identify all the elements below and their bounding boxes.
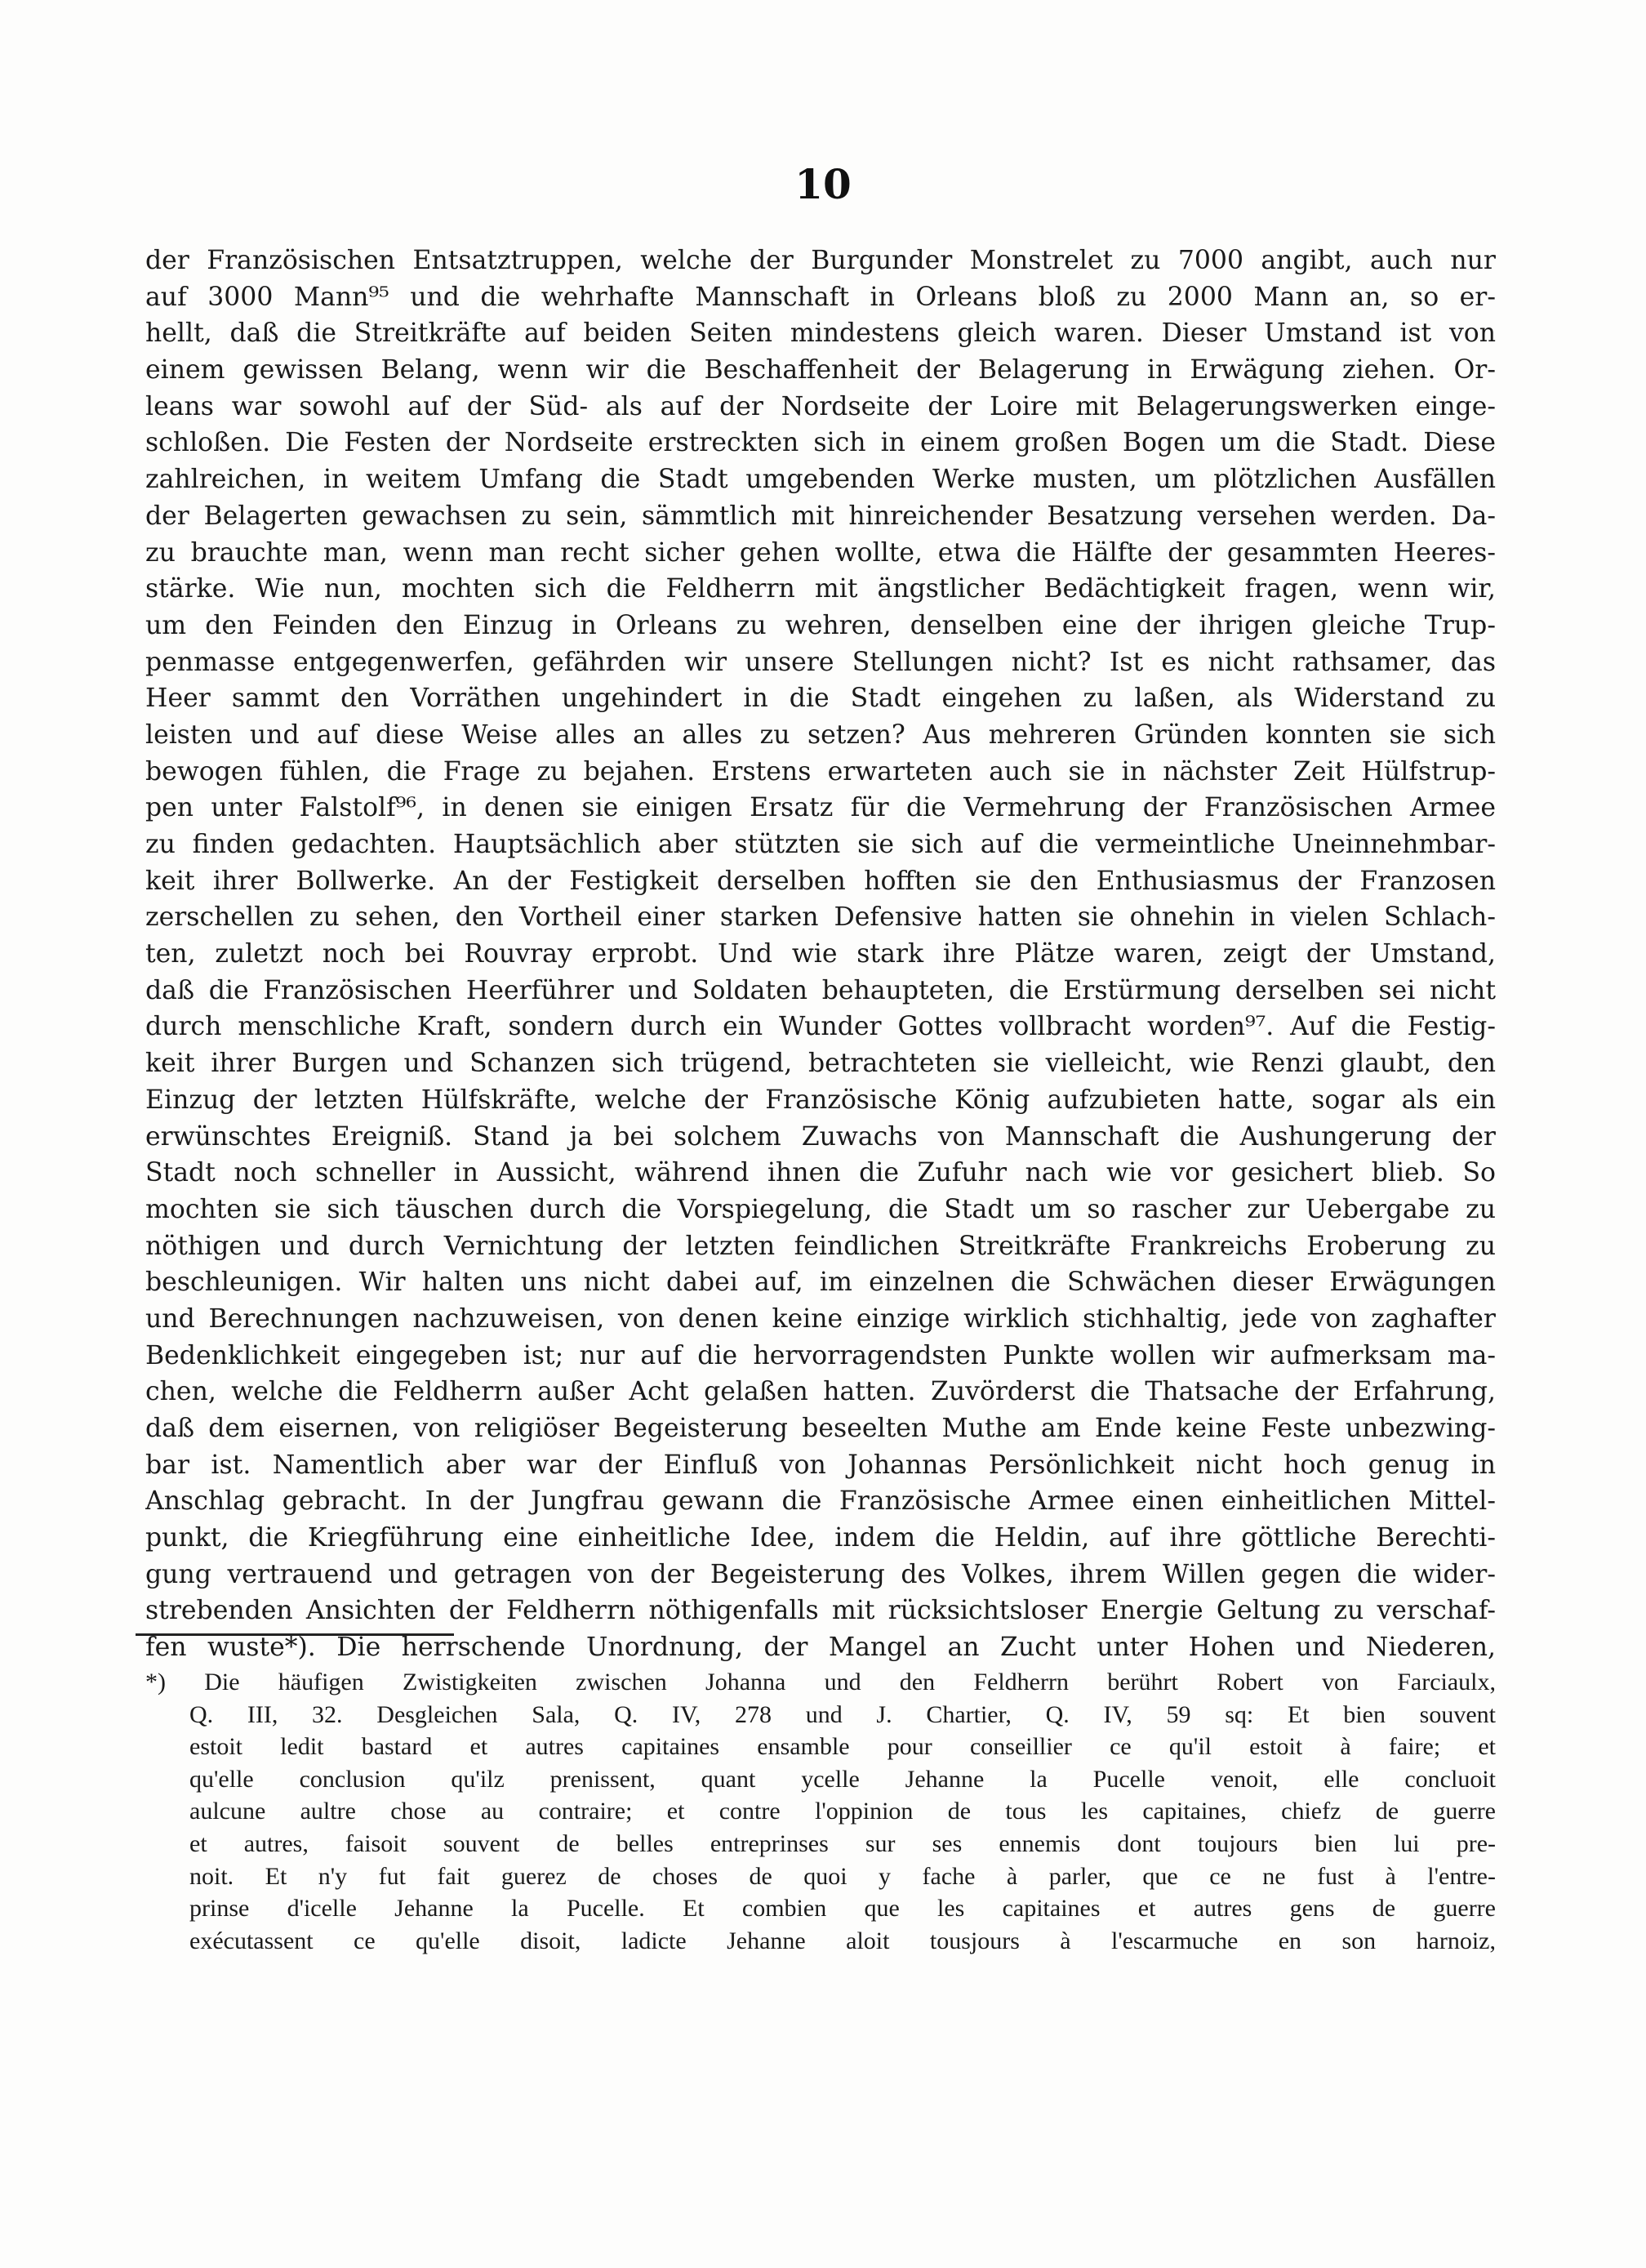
text-line: strebenden Ansichten der Feldherrn nöthigenfalls mit rücksichtsloser Energie Geltung zu verschaf- — [145, 1596, 1496, 1626]
text-line: penmasse entgegenwerfen, gefährden wir unsere Stellungen nicht? Ist es nicht rathsamer, das — [145, 647, 1496, 677]
text-line: fen wuste*). Die herrschende Unordnung, der Mangel an Zucht unter Hohen und Niederen, — [145, 1633, 1496, 1663]
footnote-line: exécutassent ce qu'elle disoit, ladicte Jehanne aloit tousjours à l'escarmuche en son harnoiz, — [189, 1927, 1496, 1954]
footnote-line: Q. III, 32. Desgleichen Sala, Q. IV, 278 und J. Chartier, Q. IV, 59 sq: Et bien souvent — [189, 1700, 1496, 1728]
text-line: zerschellen zu sehen, den Vortheil einer starken Defensive hatten sie ohnehin in vielen Schlach- — [145, 902, 1496, 933]
text-line: daß die Französischen Heerführer und Soldaten behaupteten, die Erstürmung derselben sei nicht — [145, 975, 1496, 1005]
text-line: ten, zuletzt noch bei Rouvray erprobt. Und wie stark ihre Plätze waren, zeigt der Umstand, — [145, 939, 1496, 969]
text-line: chen, welche die Feldherrn außer Acht gelaßen hatten. Zuvörderst die Thatsache der Erfahrung, — [145, 1377, 1496, 1407]
text-line: pen unter Falstolf⁹⁶, in denen sie einigen Ersatz für die Vermehrung der Französischen Armee — [145, 793, 1496, 823]
footnote-separator — [136, 1633, 454, 1636]
text-line: Heer sammt den Vorräthen ungehindert in die Stadt eingehen zu laßen, als Widerstand zu — [145, 684, 1496, 714]
text-line: Stadt noch schneller in Aussicht, während ihnen die Zufuhr nach wie vor gesichert blieb. So — [145, 1158, 1496, 1188]
text-line: hellt, daß die Streitkräfte auf beiden Seiten mindestens gleich waren. Dieser Umstand ist von — [145, 319, 1496, 349]
text-line: leans war sowohl auf der Süd- als auf der Nordseite der Loire mit Belagerungswerken einge- — [145, 391, 1496, 421]
text-line: einem gewissen Belang, wenn wir die Beschaffenheit der Belagerung in Erwägung ziehen. Or- — [145, 355, 1496, 385]
text-line: Bedenklichkeit eingegeben ist; nur auf die hervorragendsten Punkte wollen wir aufmerksam ma- — [145, 1340, 1496, 1370]
footnote-line: qu'elle conclusion qu'ilz prenissent, quant ycelle Jehanne la Pucelle venoit, elle concluoit — [189, 1765, 1496, 1793]
text-line: mochten sie sich täuschen durch die Vorspiegelung, die Stadt um so rascher zur Uebergabe zu — [145, 1194, 1496, 1224]
text-line: keit ihrer Bollwerke. An der Festigkeit derselben hofften sie den Enthusiasmus der Franzosen — [145, 866, 1496, 896]
footnote-line: noit. Et n'y fut fait guerez de choses de quoi y fache à parler, que ce ne fust à l'entre- — [189, 1862, 1496, 1890]
footnote-line: *) Die häufigen Zwistigkeiten zwischen Johanna und den Feldherrn berührt Robert von Farciaulx, — [145, 1669, 1496, 1695]
text-line: schloßen. Die Festen der Nordseite erstreckten sich in einem großen Bogen um die Stadt. Diese — [145, 428, 1496, 458]
text-line: und Berechnungen nachzuweisen, von denen keine einzige wirklich stichhaltig, jede von zaghafter — [145, 1303, 1496, 1334]
footnote-line: prinse d'icelle Jehanne la Pucelle. Et combien que les capitaines et autres gens de guerre — [189, 1895, 1496, 1923]
text-line: Anschlag gebracht. In der Jungfrau gewann die Französische Armee einen einheitlichen Mittel- — [145, 1486, 1496, 1517]
text-line: der Französischen Entsatztruppen, welche der Burgunder Monstrelet zu 7000 angibt, auch nur — [145, 246, 1496, 275]
page-number: 10 — [794, 160, 852, 208]
text-line: bewogen fühlen, die Frage zu bejahen. Erstens erwarteten auch sie in nächster Zeit Hülfstrup- — [145, 756, 1496, 786]
footnote-block — [145, 1666, 1496, 1957]
footnote-line: et autres, faisoit souvent de belles entreprinses sur ses ennemis dont toujours bien lui pre- — [189, 1829, 1496, 1857]
text-line: nöthigen und durch Vernichtung der letzten feindlichen Streitkräfte Frankreichs Eroberung zu — [145, 1231, 1496, 1261]
text-line: punkt, die Kriegführung eine einheitliche Idee, indem die Heldin, auf ihre göttliche Berechti- — [145, 1523, 1496, 1553]
text-line: erwünschtes Ereigniß. Stand ja bei solchem Zuwachs von Mannschaft die Aushungerung der — [145, 1121, 1496, 1152]
text-line: Einzug der letzten Hülfskräfte, welche der Französische König aufzubieten hatte, sogar als ein — [145, 1085, 1496, 1115]
text-line: auf 3000 Mann⁹⁵ und die wehrhafte Mannschaft in Orleans bloß zu 2000 Mann an, so er- — [145, 282, 1496, 312]
footnote-line: aulcune aultre chose au contraire; et contre l'oppinion de tous les capitaines, chiefz de guerre — [189, 1798, 1496, 1825]
text-line: der Belagerten gewachsen zu sein, sämmtlich mit hinreichender Besatzung versehen werden. Da- — [145, 501, 1496, 531]
text-line: bar ist. Namentlich aber war der Einfluß von Johannas Persönlichkeit nicht hoch genug in — [145, 1450, 1496, 1480]
text-line: beschleunigen. Wir halten uns nicht dabei auf, im einzelnen die Schwächen dieser Erwägungen — [145, 1268, 1496, 1298]
text-line: zu brauchte man, wenn man recht sicher gehen wollte, etwa die Hälfte der gesammten Heeres- — [145, 537, 1496, 568]
text-line: leisten und auf diese Weise alles an alles zu setzen? Aus mehreren Gründen konnten sie sich — [145, 720, 1496, 750]
text-line: daß dem eisernen, von religiöser Begeisterung beseelten Muthe am Ende keine Feste unbezwing- — [145, 1414, 1496, 1443]
text-line: zahlreichen, in weitem Umfang die Stadt umgebenden Werke musten, um plötzlichen Ausfällen — [145, 465, 1496, 495]
text-line: um den Feinden den Einzug in Orleans zu wehren, denselben eine der ihrigen gleiche Trup- — [145, 610, 1496, 640]
text-line: zu finden gedachten. Hauptsächlich aber stützten sie sich auf die vermeintliche Uneinnehmbar- — [145, 830, 1496, 859]
text-line: keit ihrer Burgen und Schanzen sich trügend, betrachteten sie vielleicht, wie Renzi glaubt, den — [145, 1049, 1496, 1079]
main-text-block — [145, 243, 1496, 1666]
footnote-line: estoit ledit bastard et autres capitaines ensamble pour conseillier ce qu'il estoit à faire; et — [189, 1733, 1496, 1761]
text-line: durch menschliche Kraft, sondern durch ein Wunder Gottes vollbracht worden⁹⁷. Auf die Festig- — [145, 1012, 1496, 1042]
text-line: stärke. Wie nun, mochten sich die Feldherrn mit ängstlicher Bedächtigkeit fragen, wenn wir, — [145, 574, 1496, 604]
text-line: gung vertrauend und getragen von der Begeisterung des Volkes, ihrem Willen gegen die wider- — [145, 1559, 1496, 1589]
